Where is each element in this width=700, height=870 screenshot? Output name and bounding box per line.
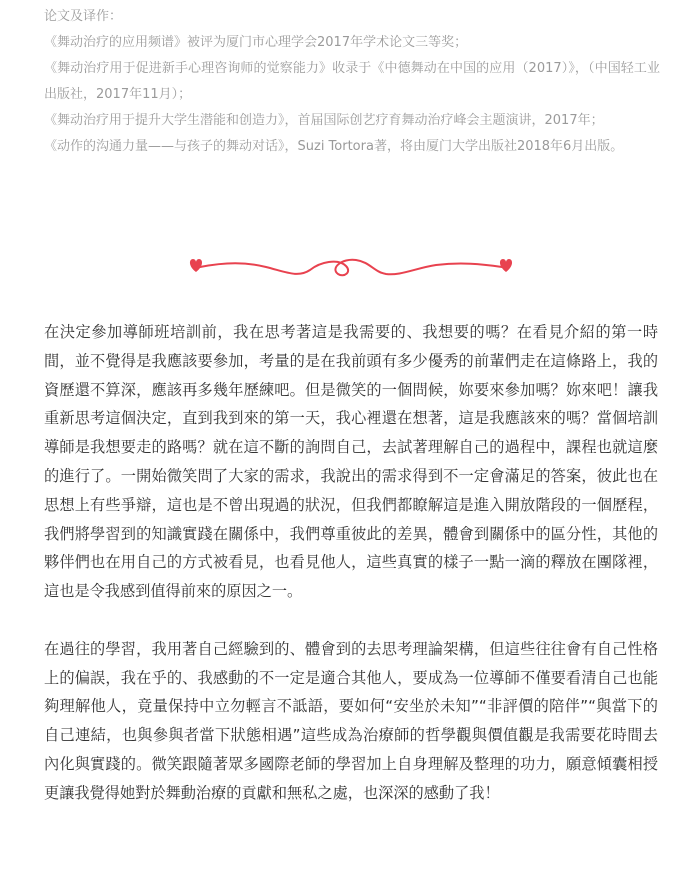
article-paragraph: 在決定參加導師班培訓前，我在思考著這是我需要的、我想要的嗎？在看見介紹的第一時間，並不覺得是我應該要參加，考量的是在我前頭有多少優秀的前輩們走在這條路上，我的資歷還不算深，應該再多幾年歷練吧。但是微笑的一個問候，妳要來參加嗎？妳來吧！讓我重新思考這個決定，直到我到來的第一天，我心裡還在想著，這是我應該來的嗎？當個培訓導師是我想要走的路嗎？就在這不斷的詢問自己，去試著理解自己的過程中，課程也就這麼的進行了。一開始微笑問了大家的需求，我說出的需求得到不一定會滿足的答案，彼此也在思想上有些爭辯，這也是不曾出現過的狀況，但我們都瞭解這是進入開放階段的一個歷程，我們將學習到的知識實踐在關係中，我們尊重彼此的差異，體會到關係中的區分性，其他的夥伴們也在用自己的方式被看見，也看見他人，這些真實的樣子一點一滴的釋放在團隊裡，這也是令我感到值得前來的原因之一。 — [44, 323, 658, 601]
article-body — [44, 318, 658, 808]
works-item: 《舞动治疗的应用频谱》被评为厦门市心理学会2017年学术论文三等奖； — [44, 35, 468, 50]
works-heading: 论文及译作： — [44, 9, 123, 24]
works-item: 《动作的沟通力量——与孩子的舞动对话》，Suzi Tortora著，将由厦门大学出版社2018年6月出版。 — [44, 139, 624, 154]
works-item: 《舞动治疗用于提升大学生潜能和创造力》，首届国际创艺疗育舞动治疗峰会主题演讲，2017年； — [44, 113, 604, 128]
works-section — [44, 4, 660, 160]
works-item: 《舞动治疗用于促进新手心理咨询师的觉察能力》收录于《中德舞动在中国的应用（2017）》，（中国轻工业出版社，2017年11月）； — [44, 61, 660, 102]
heart-left-icon — [190, 259, 202, 272]
divider-wave-line — [200, 260, 502, 276]
heart-right-icon — [500, 259, 512, 272]
article-paragraph: 在過往的學習，我用著自己經驗到的、體會到的去思考理論架構，但這些往往會有自己性格上的偏誤，我在乎的、我感動的不一定是適合其他人，要成為一位導師不僅要看清自己也能夠理解他人，竟量保持中立勿輕言不詆語，要如何“安坐於未知”“非評價的陪伴”“與當下的自己連結，也與參與者當下狀態相遇”這些成為治療師的哲學觀與價值觀是我需要花時間去內化與實踐的。微笑跟隨著眾多國際老師的學習加上自身理解及整理的功力，願意傾囊相授更讓我覺得她對於舞動治療的貢獻和無私之處，也深深的感動了我！ — [44, 639, 658, 802]
heart-wave-divider-icon — [186, 250, 516, 284]
